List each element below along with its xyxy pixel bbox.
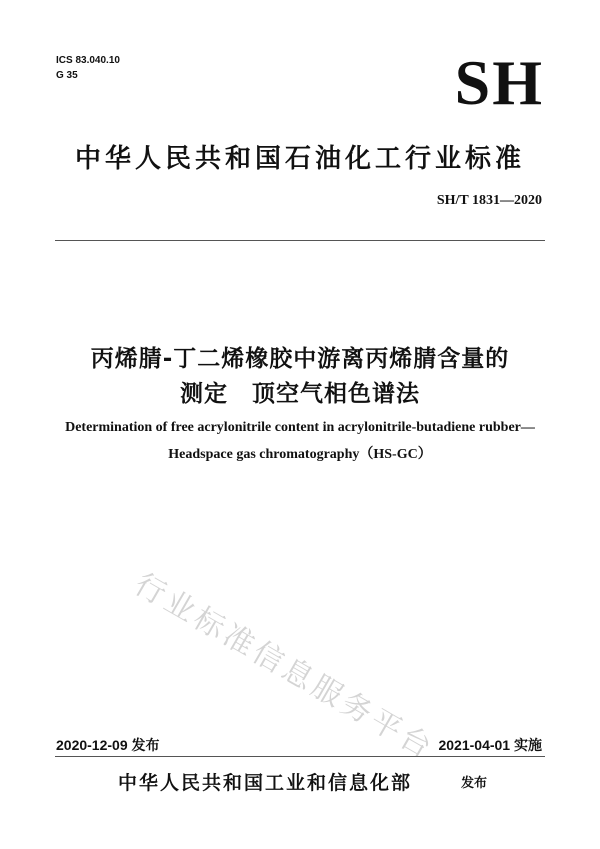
title-en-line1: Determination of free acrylonitrile content in acrylonitrile-butadiene rubber—: [65, 420, 535, 435]
header-divider: [55, 240, 545, 241]
standard-code: SH/T 1831—2020: [436, 193, 542, 208]
issue-date: 2020-12-09 发布: [56, 737, 160, 753]
ics-code: ICS 83.040.10: [56, 55, 120, 66]
watermark: 行业标准信息服务平台: [128, 566, 441, 768]
effective-date: 2021-04-01 实施: [438, 737, 542, 753]
title-en-line2: Headspace gas chromatography（HS-GC）: [168, 447, 432, 462]
title-cn-line1: 丙烯腈-丁二烯橡胶中游离丙烯腈含量的: [90, 346, 510, 372]
standard-category: 中华人民共和国石油化工行业标准: [74, 144, 525, 174]
issuer-suffix: 发布: [461, 776, 488, 791]
issuer-name: 中华人民共和国工业和信息化部: [118, 772, 413, 794]
title-cn-line2: 测定 顶空气相色谱法: [180, 381, 420, 407]
sh-logo: SH: [454, 47, 544, 118]
ccs-code: G 35: [56, 70, 78, 81]
footer-divider: [55, 756, 545, 757]
